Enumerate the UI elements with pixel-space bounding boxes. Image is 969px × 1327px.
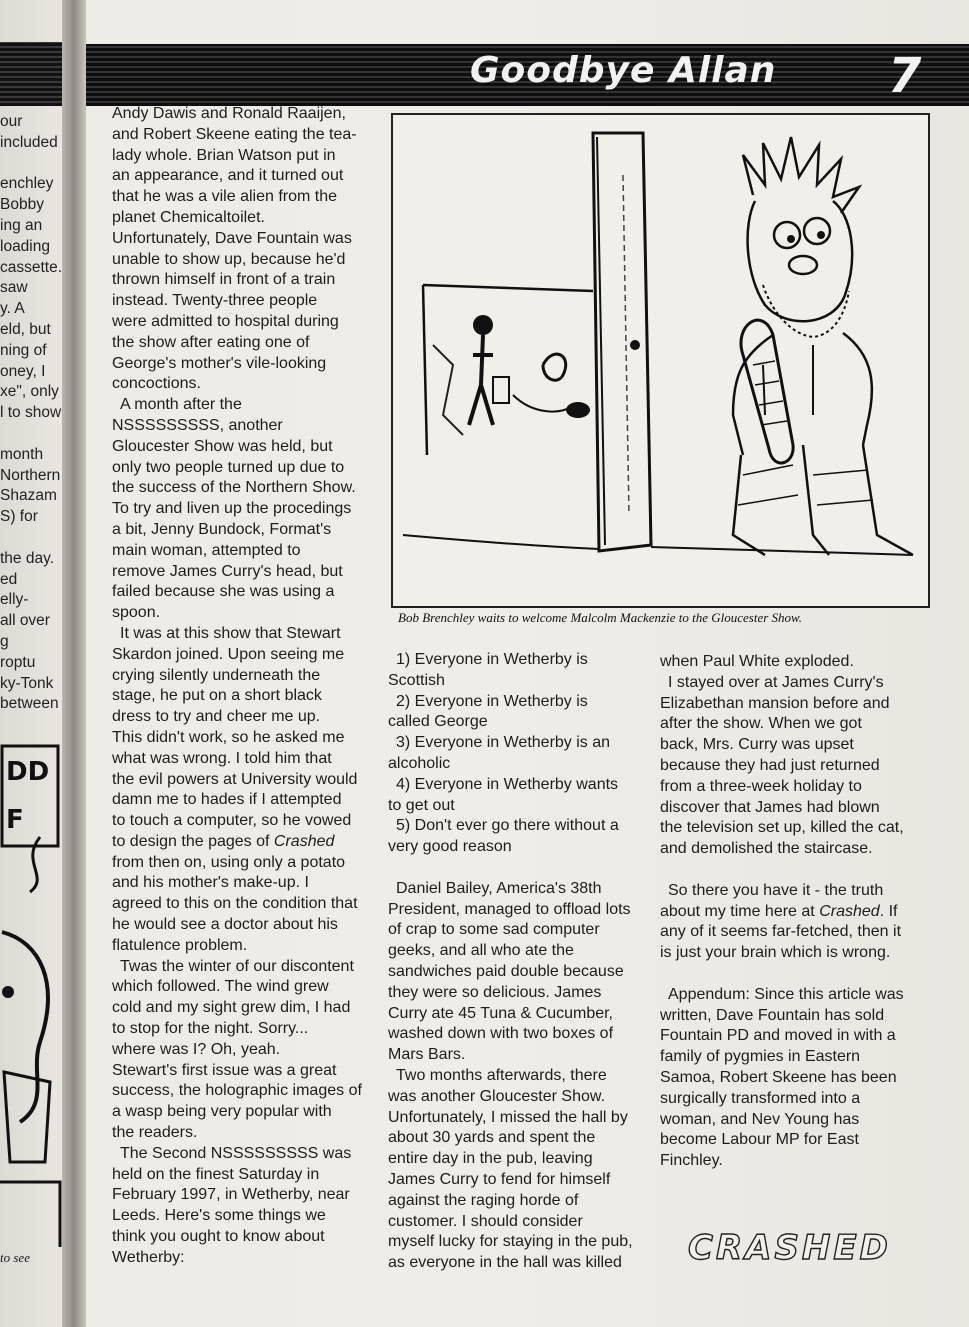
- previous-page-line: Northern: [0, 466, 61, 484]
- text-line: NSSSSSSSSS, another: [112, 416, 283, 434]
- text-line: I stayed over at James Curry's: [668, 673, 884, 691]
- text-line: an appearance, and it turned out: [112, 167, 344, 185]
- text-line: February 1997, in Wetherby, near: [112, 1186, 350, 1204]
- previous-page-line: roptu: [0, 653, 36, 671]
- text-line: cold and my sight grew dim, I had: [112, 999, 351, 1017]
- text-line: unable to show up, because he'd: [112, 250, 346, 268]
- text-line: This didn't work, so he asked me: [112, 728, 345, 746]
- previous-page-line: elly-: [0, 591, 29, 609]
- previous-page-line: xe", only: [0, 383, 59, 401]
- text-line: written, Dave Fountain has sold: [660, 1006, 885, 1024]
- text-line: think you ought to know about: [112, 1228, 325, 1246]
- text-line: and demolished the staircase.: [660, 840, 873, 858]
- text-line: entire day in the pub, leaving: [388, 1150, 593, 1168]
- text-line: called George: [388, 713, 488, 731]
- article-column-3: [660, 652, 930, 1172]
- text-line: become Labour MP for East: [660, 1131, 859, 1149]
- previous-page-line: S) for: [0, 508, 38, 526]
- previous-page-line: our: [0, 113, 23, 130]
- previous-page-line: ning of: [0, 341, 47, 359]
- previous-page-line: Shazam: [0, 487, 57, 505]
- svg-text:F: F: [6, 805, 24, 835]
- text-line: alcoholic: [388, 754, 451, 772]
- text-line: to touch a computer, so he vowed: [112, 812, 352, 830]
- previous-page-line: [0, 424, 64, 445]
- previous-page-line: [0, 528, 64, 549]
- text-line: when Paul White exploded.: [660, 653, 854, 670]
- text-line: washed down with two boxes of: [388, 1025, 614, 1043]
- previous-page-line: y. A: [0, 300, 25, 318]
- text-line: Leeds. Here's some things we: [112, 1207, 326, 1225]
- text-line: Mars Bars.: [388, 1046, 466, 1064]
- text-line: where was I? Oh, yeah.: [112, 1040, 281, 1058]
- text-line: James Curry to fend for himself: [388, 1170, 611, 1188]
- previous-page-line: ky-Tonk: [0, 674, 54, 692]
- previous-page-line: saw: [0, 279, 28, 297]
- text-line: against the raging horde of: [388, 1191, 579, 1209]
- text-line: [660, 964, 930, 985]
- text-line: Twas the winter of our discontent: [120, 957, 354, 975]
- previous-page-line: between: [0, 695, 59, 713]
- text-line: to get out: [388, 796, 455, 814]
- text-line: Gloucester Show was held, but: [112, 437, 333, 455]
- crashed-logo: CRASHED: [688, 1228, 891, 1268]
- text-line: spoon.: [112, 604, 161, 622]
- text-line: because they had just returned: [660, 756, 880, 774]
- text-line: The Second NSSSSSSSSS was: [120, 1144, 352, 1162]
- text-line: Wetherby:: [112, 1248, 185, 1266]
- text-line: Finchley.: [660, 1152, 723, 1170]
- previous-page-line: month: [0, 445, 44, 463]
- text-line: Samoa, Robert Skeene has been: [660, 1068, 897, 1086]
- page-number: 7: [888, 48, 922, 104]
- previous-page-line: l to show: [0, 404, 62, 422]
- article-column-2: [388, 650, 654, 1274]
- previous-page-line: ed: [0, 570, 18, 588]
- previous-page-line: all over: [0, 612, 50, 630]
- text-line: 3) Everyone in Wetherby is an: [396, 734, 611, 752]
- text-line: Fountain PD and moved in with a: [660, 1027, 896, 1045]
- text-line: of crap to some sad computer: [388, 921, 600, 939]
- text-line: stage, he put on a short black: [112, 687, 322, 705]
- text-line: very good reason: [388, 838, 512, 856]
- text-line: customer. I should consider: [388, 1212, 583, 1230]
- previous-page-line: loading: [0, 237, 50, 255]
- text-line: and his mother's make-up. I: [112, 874, 309, 892]
- text-line: Unfortunately, I missed the hall by: [388, 1108, 628, 1126]
- text-line: discover that James had blown: [660, 798, 880, 816]
- text-line: back, Mrs. Curry was upset: [660, 736, 854, 754]
- text-line: the evil powers at University would: [112, 770, 358, 788]
- text-line: Curry ate 45 Tuna & Cucumber,: [388, 1004, 613, 1022]
- text-line: as everyone in the hall was killed: [388, 1254, 622, 1272]
- text-line: any of it seems far-fetched, then it: [660, 923, 902, 941]
- previous-page-line: enchley: [0, 175, 54, 193]
- text-line: myself lucky for staying in the pub,: [388, 1233, 633, 1251]
- text-line: President, managed to offload lots: [388, 900, 631, 918]
- text-line: which followed. The wind grew: [112, 978, 329, 996]
- cartoon-illustration: [391, 113, 930, 608]
- text-line: about 30 yards and spent the: [388, 1129, 596, 1147]
- text-line: planet Chemicaltoilet.: [112, 208, 265, 226]
- text-line: and Robert Skeene eating the tea-: [112, 125, 357, 143]
- text-line: family of pygmies in Eastern: [660, 1048, 861, 1066]
- text-line: surgically transformed into a: [660, 1089, 861, 1107]
- text-line: from then on, using only a potato: [112, 853, 346, 871]
- previous-page-text: [0, 112, 64, 715]
- text-line: the success of the Northern Show.: [112, 479, 356, 497]
- text-line: the television set up, killed the cat,: [660, 819, 904, 837]
- previous-page-edge: [0, 0, 66, 1327]
- previous-page-line: [0, 154, 64, 175]
- text-line: were admitted to hospital during: [112, 312, 339, 330]
- text-line: they were so delicious. James: [388, 983, 602, 1001]
- previous-page-line: g: [0, 632, 9, 650]
- text-line: what was wrong. I told him that: [112, 749, 332, 767]
- binding-gutter: [62, 0, 86, 1327]
- text-line: to design the pages of Crashed: [112, 832, 335, 850]
- text-line: instead. Twenty-three people: [112, 292, 318, 310]
- text-line: crying silently underneath the: [112, 666, 321, 684]
- text-line: agreed to this on the condition that: [112, 895, 358, 913]
- text-line: was another Gloucester Show.: [388, 1087, 606, 1105]
- text-line: that he was a vile alien from the: [112, 188, 338, 206]
- previous-page-line: included: [0, 133, 58, 151]
- text-line: Stewart's first issue was a great: [112, 1061, 337, 1079]
- text-line: concoctions.: [112, 375, 201, 393]
- text-line: To try and liven up the procedings: [112, 500, 352, 518]
- previous-page-cartoon: [0, 742, 62, 1252]
- text-line: Two months afterwards, there: [396, 1066, 607, 1084]
- text-line: success, the holographic images of: [112, 1082, 362, 1100]
- text-line: [660, 860, 930, 881]
- text-line: from a three-week holiday to: [660, 777, 862, 795]
- article-title: Goodbye Allan: [470, 50, 777, 91]
- text-line: 1) Everyone in Wetherby is: [396, 651, 588, 668]
- text-line: A month after the: [120, 396, 242, 414]
- text-line: So there you have it - the truth: [668, 881, 884, 899]
- text-line: It was at this show that Stewart: [120, 624, 341, 642]
- previous-page-line: oney, I: [0, 362, 46, 380]
- text-line: is just your brain which is wrong.: [660, 944, 891, 962]
- text-line: about my time here at Crashed. If: [660, 902, 898, 920]
- text-line: Daniel Bailey, America's 38th: [396, 879, 602, 897]
- text-line: Appendum: Since this article was: [668, 985, 904, 1003]
- text-line: 5) Don't ever go there without a: [396, 817, 619, 835]
- previous-page-line: eld, but: [0, 320, 51, 338]
- text-line: after the show. When we got: [660, 715, 862, 733]
- text-line: the readers.: [112, 1124, 198, 1142]
- text-line: a bit, Jenny Bundock, Format's: [112, 520, 332, 538]
- text-line: he would see a doctor about his: [112, 916, 338, 934]
- cartoon-drawing: [393, 115, 928, 606]
- illustration-caption: Bob Brenchley waits to welcome Malcolm Mackenzie to the Gloucester Show.: [398, 610, 802, 625]
- text-line: lady whole. Brian Watson put in: [112, 146, 336, 164]
- text-line: woman, and Nev Young has: [660, 1110, 860, 1128]
- text-line: Skardon joined. Upon seeing me: [112, 645, 345, 663]
- previous-page-line: the day.: [0, 549, 55, 567]
- text-line: Andy Dawis and Ronald Raaijen,: [112, 105, 346, 122]
- previous-page-header-bar: [0, 42, 66, 106]
- text-line: geeks, and all who ate the: [388, 942, 574, 960]
- svg-text:DD: DD: [6, 757, 50, 787]
- article-column-1: [112, 104, 382, 1269]
- text-line: a wasp being very popular with: [112, 1103, 332, 1121]
- text-line: [388, 858, 654, 879]
- text-line: George's mother's vile-looking: [112, 354, 327, 372]
- previous-page-line: Bobby: [0, 196, 44, 214]
- previous-page-line: ing an: [0, 216, 43, 234]
- text-line: dress to try and cheer me up.: [112, 708, 321, 726]
- text-line: only two people turned up due to: [112, 458, 345, 476]
- text-line: damn me to hades if I attempted: [112, 791, 342, 809]
- text-line: Scottish: [388, 671, 445, 689]
- text-line: sandwiches paid double because: [388, 962, 624, 980]
- text-line: held on the finest Saturday in: [112, 1165, 320, 1183]
- text-line: Unfortunately, Dave Fountain was: [112, 229, 352, 247]
- text-line: flatulence problem.: [112, 936, 248, 954]
- text-line: to stop for the night. Sorry...: [112, 1020, 309, 1038]
- text-line: main woman, attempted to: [112, 541, 301, 559]
- text-line: thrown himself in front of a train: [112, 271, 336, 289]
- text-line: the show after eating one of: [112, 333, 310, 351]
- previous-page-line: cassette.: [0, 258, 63, 276]
- text-line: Elizabethan mansion before and: [660, 694, 890, 712]
- text-line: 2) Everyone in Wetherby is: [396, 692, 588, 710]
- text-line: failed because she was using a: [112, 583, 335, 601]
- text-line: 4) Everyone in Wetherby wants: [396, 775, 619, 793]
- previous-page-caption: to see: [0, 1250, 30, 1265]
- text-line: remove James Curry's head, but: [112, 562, 343, 580]
